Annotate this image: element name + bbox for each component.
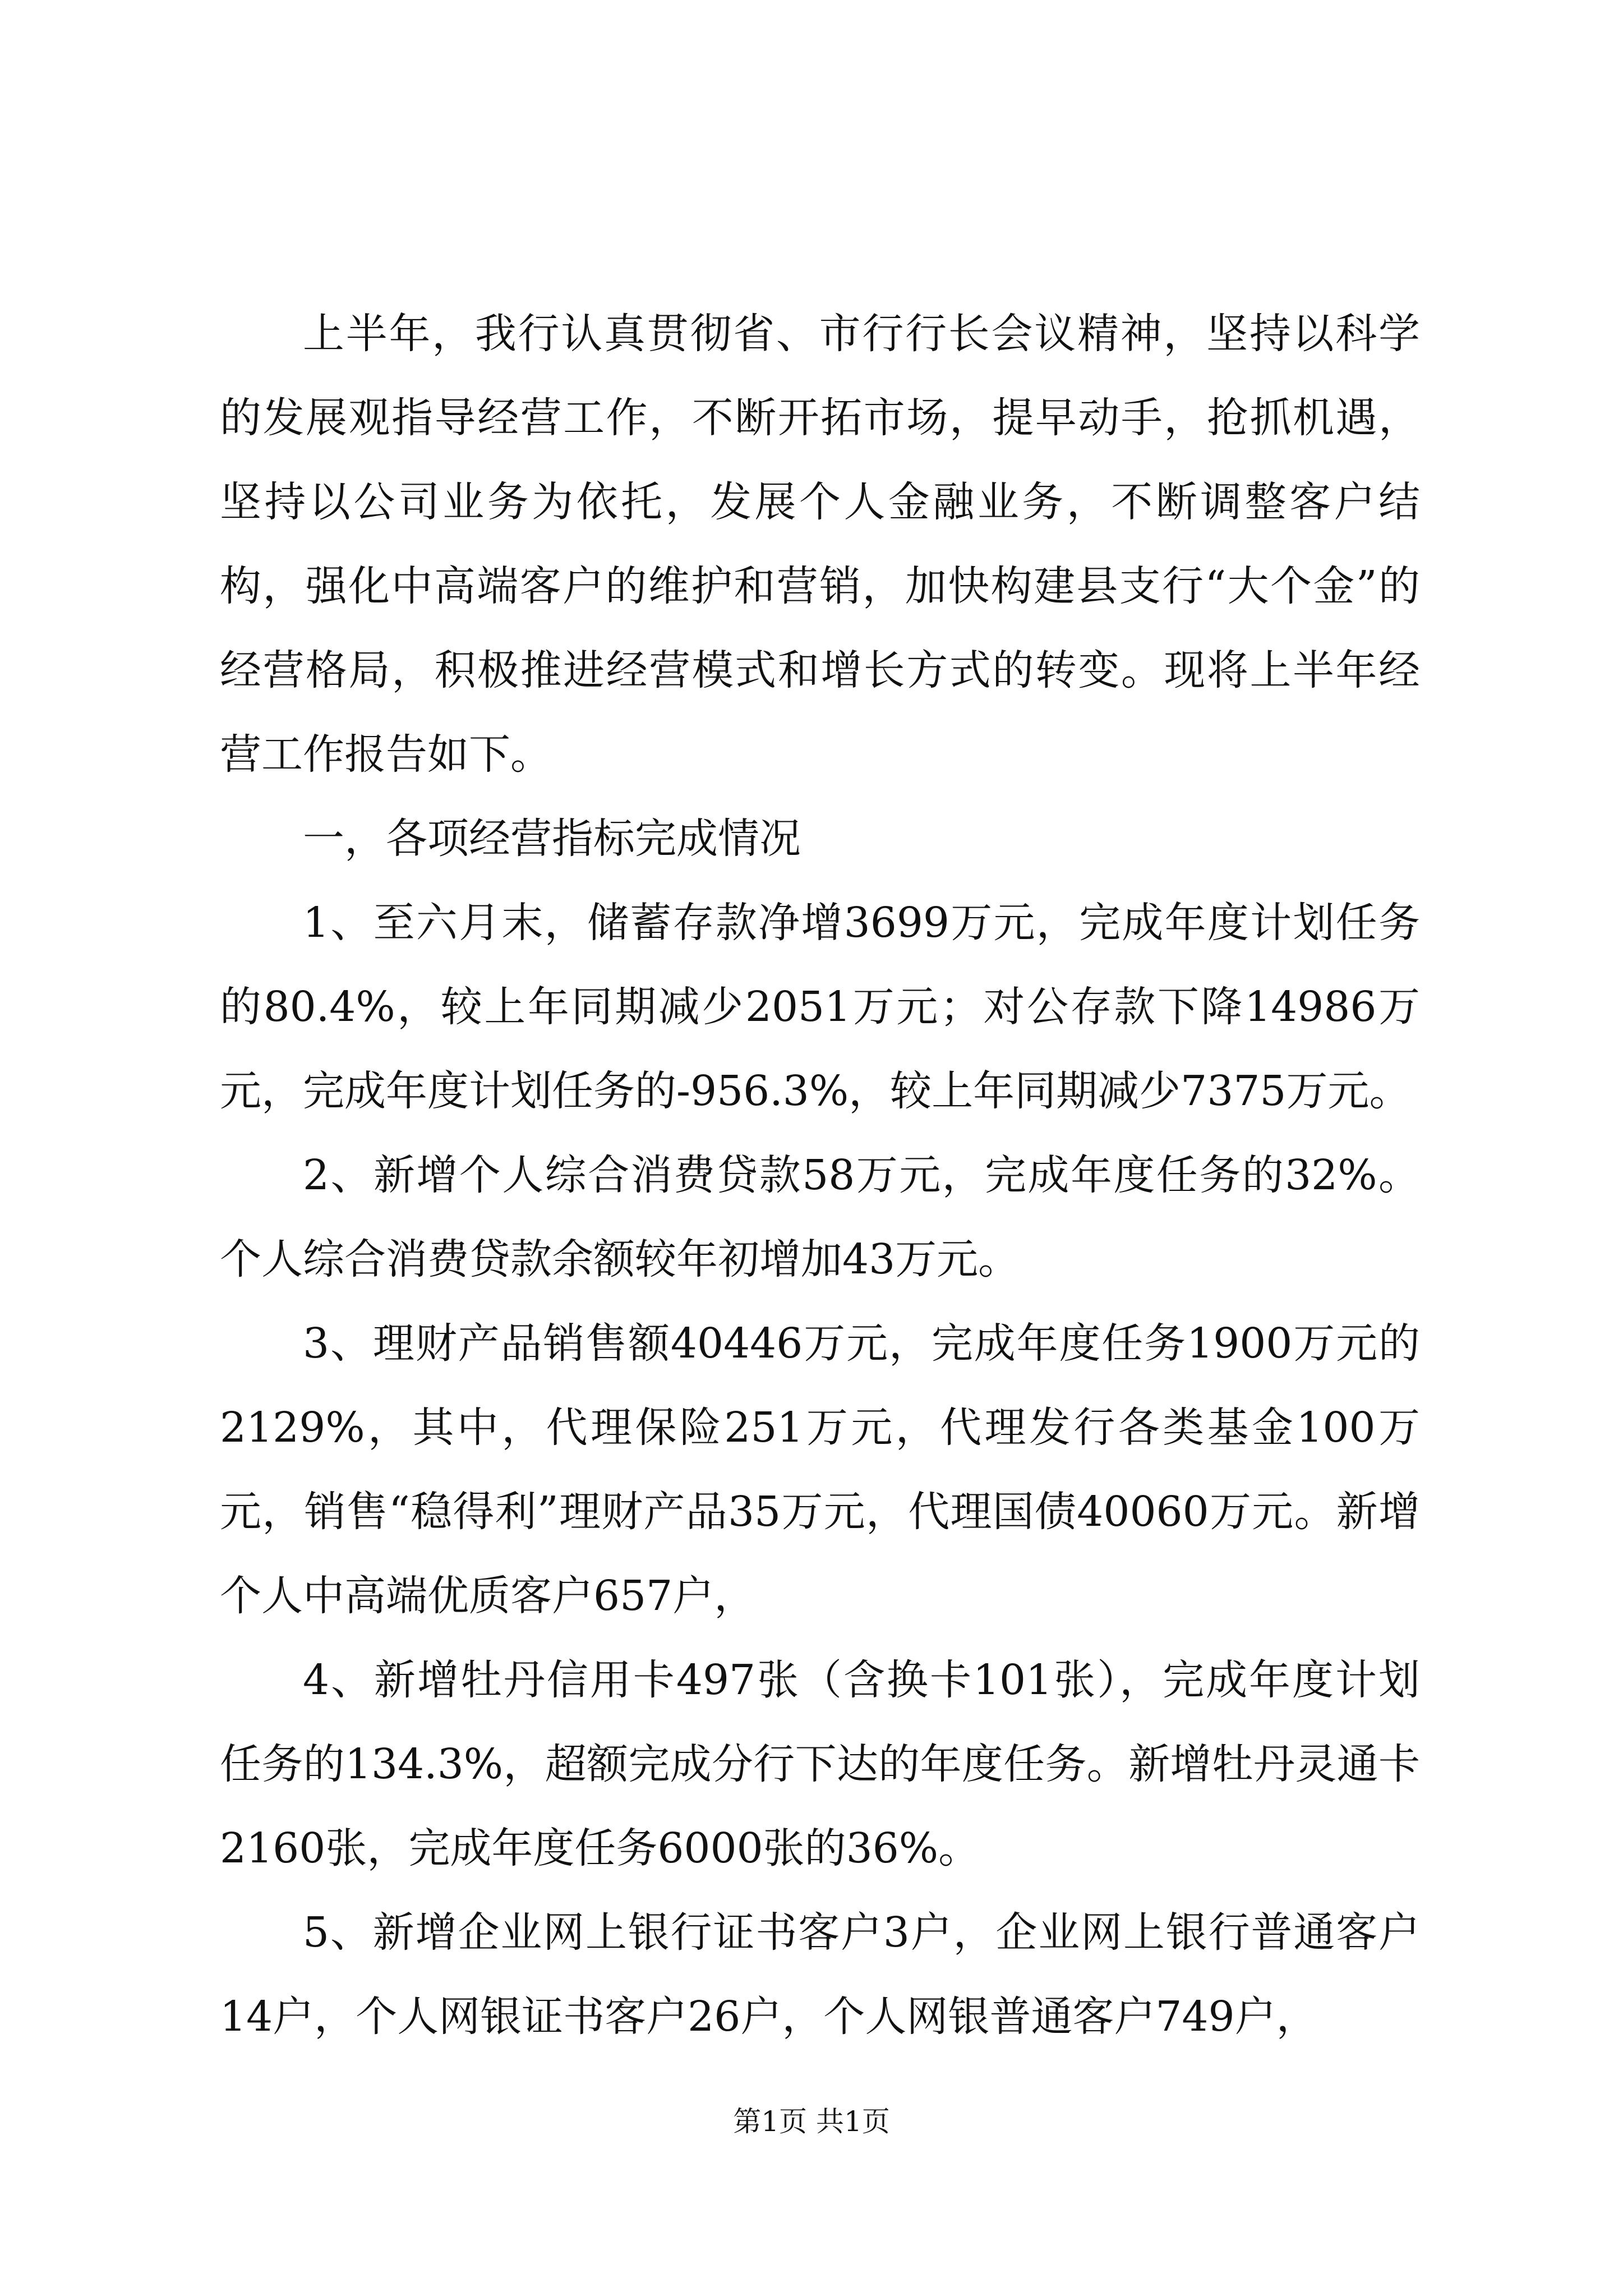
paragraph-item-4: 4、新增牡丹信用卡497张（含换卡101张），完成年度计划任务的134.3%，超额完成分行下达的年度任务。新增牡丹灵通卡2160张，完成年度任务6000张的36%。 [220,1656,1420,1872]
section-heading: 一，各项经营指标完成情况 [303,815,801,863]
page-footer: 第1页 共1页 [733,2105,890,2138]
paragraph-item-1: 1、至六月末，储蓄存款净增3699万元，完成年度计划任务的80.4%，较上年同期减少2051万元；对公存款下降14986万元，完成年度计划任务的-956.3%，较上年同期减少7375万元。 [220,899,1420,1115]
paragraph-item-5: 5、新增企业网上银行证书客户3户，企业网上银行普通客户14户，个人网银证书客户26户，个人网银普通客户749户， [220,1908,1420,2041]
paragraph-item-2: 2、新增个人综合消费贷款58万元，完成年度任务的32%。个人综合消费贷款余额较年初增加43万元。 [220,1151,1420,1283]
document-body [220,292,1420,2059]
paragraph-intro: 上半年，我行认真贯彻省、市行行长会议精神，坚持以科学的发展观指导经营工作，不断开拓市场，提早动手，抢抓机遇，坚持以公司业务为依托，发展个人金融业务，不断调整客户结构，强化中高端客户的维护和营销，加快构建县支行“大个金”的经营格局，积极推进经营模式和增长方式的转变。现将上半年经营工作报告如下。 [220,310,1420,779]
paragraph-item-3: 3、理财产品销售额40446万元，完成年度任务1900万元的2129%，其中，代理保险251万元，代理发行各类基金100万元，销售“稳得利”理财产品35万元，代理国债40060万元。新增个人中高端优质客户657户， [220,1319,1420,1620]
